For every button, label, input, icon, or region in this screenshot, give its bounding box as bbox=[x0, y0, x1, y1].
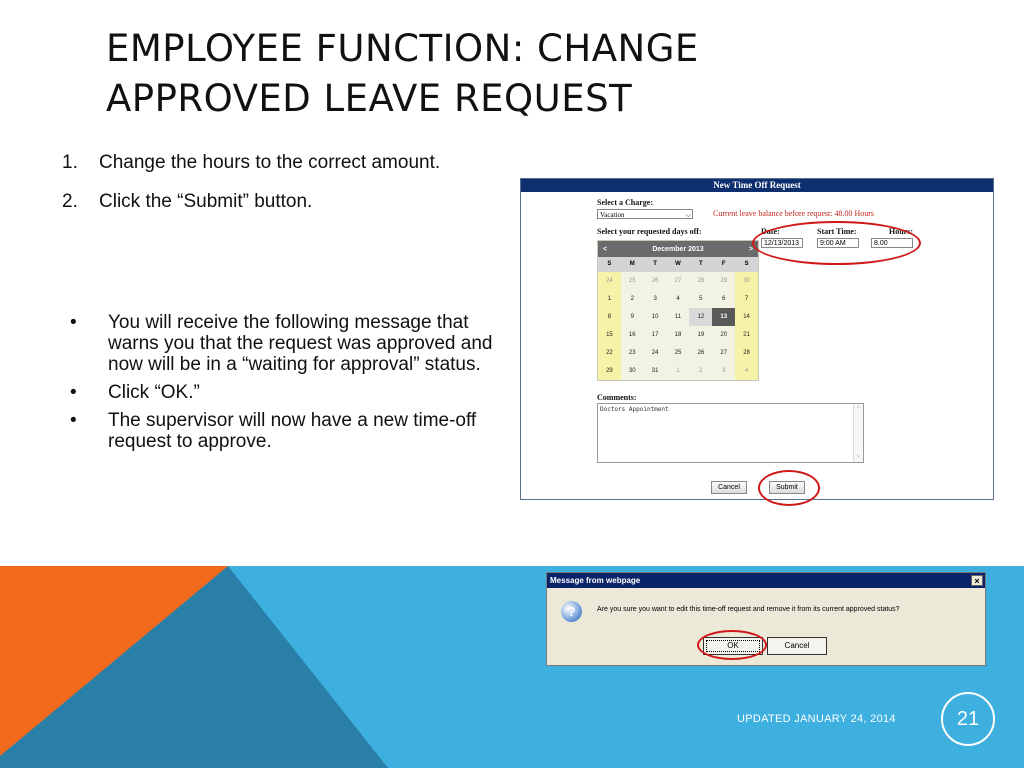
dialog-message: Are you sure you want to edit this time-off request and remove it from its current approved status? bbox=[597, 606, 900, 613]
calendar-day[interactable]: 4 bbox=[667, 290, 690, 308]
calendar-day[interactable]: 19 bbox=[689, 326, 712, 344]
weekday-label: M bbox=[629, 261, 635, 267]
comments-label: Comments: bbox=[597, 393, 637, 402]
charge-select-value: Vacation bbox=[600, 211, 625, 219]
calendar-day[interactable]: 25 bbox=[667, 344, 690, 362]
chevron-down-icon: ⌵ bbox=[685, 211, 691, 219]
start-time-input[interactable]: 9:00 AM bbox=[817, 238, 859, 248]
calendar-day[interactable]: 9 bbox=[621, 308, 644, 326]
weekday-label: T bbox=[699, 261, 703, 267]
time-off-request-header: New Time Off Request bbox=[521, 179, 993, 192]
calendar-day[interactable]: 24 bbox=[598, 272, 621, 290]
comments-scrollbar[interactable] bbox=[853, 404, 863, 462]
step-text: Change the hours to the correct amount. bbox=[99, 152, 441, 173]
calendar-day[interactable]: 17 bbox=[644, 326, 667, 344]
date-input[interactable]: 12/13/2013 bbox=[761, 238, 803, 248]
calendar bbox=[597, 240, 759, 381]
date-label: Date: bbox=[761, 227, 780, 236]
calendar-day[interactable]: 12 bbox=[689, 308, 712, 326]
hours-label: Hours: bbox=[889, 227, 913, 236]
calendar-day[interactable]: 30 bbox=[621, 362, 644, 380]
calendar-days bbox=[598, 272, 758, 380]
footer-date: UPDATED JANUARY 24, 2014 bbox=[737, 713, 896, 725]
start-time-label: Start Time: bbox=[817, 227, 857, 236]
dialog-title: Message from webpage bbox=[550, 576, 641, 585]
calendar-day[interactable]: 18 bbox=[667, 326, 690, 344]
calendar-prev-button[interactable]: < bbox=[603, 245, 608, 253]
question-icon: ? bbox=[561, 601, 582, 622]
slide-title-line-1: EMPLOYEE FUNCTION: CHANGE bbox=[106, 27, 699, 70]
comments-textarea[interactable] bbox=[597, 403, 864, 463]
scroll-up-icon[interactable]: ˄ bbox=[856, 404, 861, 411]
hours-highlight-ring bbox=[752, 221, 921, 265]
step-item bbox=[62, 187, 482, 217]
step-number: 1. bbox=[62, 152, 78, 173]
bullet-item: • The supervisor will now have a new time-off request to approve. bbox=[70, 410, 495, 452]
weekday-label: W bbox=[675, 261, 681, 267]
calendar-day[interactable]: 14 bbox=[735, 308, 758, 326]
calendar-month: December 2013 bbox=[652, 245, 704, 253]
comments-text: Doctors Appointment bbox=[600, 406, 669, 413]
bullet-item: • You will receive the following message that warns you that the request was approved and now will be in a “waiting for approval” status. bbox=[70, 312, 495, 375]
calendar-day[interactable]: 10 bbox=[644, 308, 667, 326]
calendar-day[interactable]: 1 bbox=[667, 362, 690, 380]
dialog-title-bar bbox=[547, 573, 985, 588]
calendar-day[interactable]: 4 bbox=[735, 362, 758, 380]
calendar-day[interactable]: 6 bbox=[712, 290, 735, 308]
calendar-day[interactable]: 11 bbox=[667, 308, 690, 326]
calendar-day[interactable]: 22 bbox=[598, 344, 621, 362]
calendar-day[interactable]: 29 bbox=[598, 362, 621, 380]
calendar-day[interactable]: 26 bbox=[644, 272, 667, 290]
charge-label: Select a Charge: bbox=[597, 198, 653, 207]
ok-highlight-ring bbox=[697, 630, 767, 660]
step-item bbox=[62, 148, 482, 178]
time-off-request-panel bbox=[520, 178, 994, 500]
scroll-down-icon[interactable]: ˅ bbox=[856, 453, 861, 460]
calendar-day[interactable]: 1 bbox=[598, 290, 621, 308]
days-off-label: Select your requested days off: bbox=[597, 227, 702, 236]
calendar-day[interactable]: 15 bbox=[598, 326, 621, 344]
weekday-label: S bbox=[607, 261, 612, 267]
close-icon[interactable]: × bbox=[971, 575, 983, 586]
calendar-day[interactable]: 24 bbox=[644, 344, 667, 362]
calendar-day[interactable]: 27 bbox=[712, 344, 735, 362]
calendar-day[interactable]: 3 bbox=[712, 362, 735, 380]
step-number: 2. bbox=[62, 191, 78, 212]
calendar-weekday-row bbox=[598, 257, 758, 272]
calendar-day[interactable]: 25 bbox=[621, 272, 644, 290]
calendar-day[interactable]: 23 bbox=[621, 344, 644, 362]
calendar-day[interactable]: 26 bbox=[689, 344, 712, 362]
calendar-day[interactable]: 16 bbox=[621, 326, 644, 344]
confirm-dialog bbox=[546, 572, 986, 666]
submit-button[interactable]: Submit bbox=[769, 481, 805, 494]
submit-highlight-ring bbox=[758, 470, 820, 506]
calendar-day[interactable]: 30 bbox=[735, 272, 758, 290]
hours-input[interactable]: 8.00 bbox=[871, 238, 913, 248]
calendar-day[interactable]: 21 bbox=[735, 326, 758, 344]
calendar-header bbox=[598, 241, 758, 257]
calendar-day[interactable]: 8 bbox=[598, 308, 621, 326]
slide-title bbox=[106, 24, 826, 124]
calendar-next-button[interactable]: > bbox=[748, 245, 753, 253]
weekday-label: F bbox=[721, 261, 726, 267]
bullet-list bbox=[70, 312, 495, 459]
steps-list bbox=[62, 148, 482, 226]
calendar-day[interactable]: 31 bbox=[644, 362, 667, 380]
calendar-day[interactable]: 28 bbox=[735, 344, 758, 362]
cancel-button[interactable]: Cancel bbox=[711, 481, 747, 494]
charge-select[interactable] bbox=[597, 209, 693, 219]
calendar-day[interactable]: 2 bbox=[621, 290, 644, 308]
calendar-day[interactable]: 29 bbox=[712, 272, 735, 290]
ok-button[interactable]: OK bbox=[703, 637, 763, 655]
bullet-item: • Click “OK.” bbox=[70, 382, 495, 403]
weekday-label: S bbox=[744, 261, 749, 267]
calendar-day[interactable]: 20 bbox=[712, 326, 735, 344]
dialog-cancel-button[interactable]: Cancel bbox=[767, 637, 827, 655]
calendar-day[interactable]: 5 bbox=[689, 290, 712, 308]
page-number: 21 bbox=[941, 692, 995, 746]
calendar-day-selected[interactable]: 13 bbox=[712, 308, 735, 326]
calendar-day[interactable]: 28 bbox=[689, 272, 712, 290]
calendar-day[interactable]: 2 bbox=[689, 362, 712, 380]
leave-balance-text: Current leave balance before request: 48.00 Hours bbox=[713, 209, 875, 218]
step-text: Click the “Submit” button. bbox=[99, 191, 313, 212]
calendar-day[interactable]: 3 bbox=[644, 290, 667, 308]
calendar-day[interactable]: 7 bbox=[735, 290, 758, 308]
calendar-day[interactable]: 27 bbox=[667, 272, 690, 290]
weekday-label: T bbox=[653, 261, 657, 267]
slide-title-line-2: APPROVED LEAVE REQUEST bbox=[106, 77, 633, 120]
